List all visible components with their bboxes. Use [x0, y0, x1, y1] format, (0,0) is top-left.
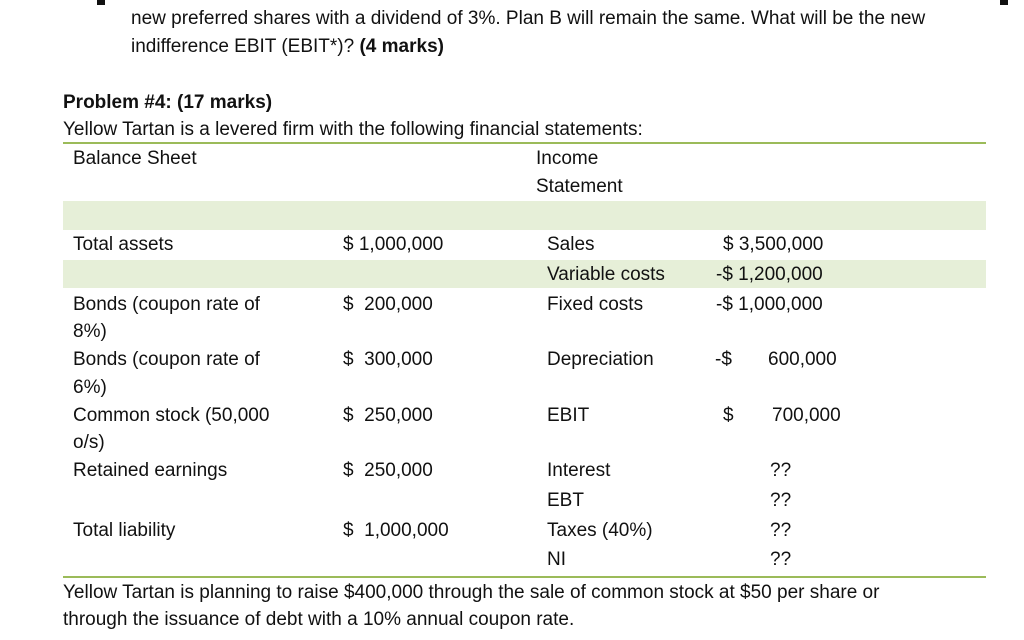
table-bottom-rule — [63, 576, 986, 578]
balance-label: Total assets — [73, 234, 174, 255]
income-value: $ 3,500,000 — [723, 234, 824, 255]
problem-title: Problem #4: (17 marks) — [63, 92, 273, 113]
income-label: Taxes (40%) — [547, 520, 653, 541]
balance-value: $ 300,000 — [343, 349, 433, 370]
income-statement-header-line-2: Statement — [536, 176, 623, 197]
balance-label: Retained earnings — [73, 460, 228, 481]
income-label: EBIT — [547, 405, 590, 426]
cropped-text-fragment — [97, 0, 105, 5]
income-label: Depreciation — [547, 349, 654, 370]
table-row-shading — [63, 260, 986, 288]
income-value-sign: -$ — [715, 349, 732, 370]
problem-description: Yellow Tartan is a levered firm with the following financial statements: — [63, 119, 643, 140]
question-line-2 — [131, 36, 444, 58]
balance-sheet-header: Balance Sheet — [73, 148, 197, 169]
table-top-rule — [63, 142, 986, 144]
income-value: 700,000 — [772, 405, 841, 426]
balance-label: Bonds (coupon rate of — [73, 294, 260, 315]
table-header-shading — [63, 201, 986, 230]
income-label: Variable costs — [547, 264, 665, 285]
income-label: EBT — [547, 490, 584, 511]
income-value: -$ 1,000,000 — [716, 294, 823, 315]
balance-label-cont: 6%) — [73, 377, 107, 398]
balance-value: $ 250,000 — [343, 460, 433, 481]
income-value: ?? — [770, 549, 792, 570]
question-marks: (4 marks) — [359, 36, 444, 57]
question-text: indifference EBIT (EBIT*)? — [131, 36, 355, 57]
balance-value: $ 200,000 — [343, 294, 433, 315]
income-value: ?? — [770, 520, 792, 541]
balance-label-cont: 8%) — [73, 321, 107, 342]
income-value: 600,000 — [768, 349, 837, 370]
balance-value: $ 1,000,000 — [343, 520, 449, 541]
balance-label: Bonds (coupon rate of — [73, 349, 260, 370]
income-label: Fixed costs — [547, 294, 644, 315]
income-value: ?? — [770, 460, 792, 481]
footer-line-2: through the issuance of debt with a 10% annual coupon rate. — [63, 609, 575, 630]
balance-value: $ 1,000,000 — [343, 234, 444, 255]
cropped-text-fragment — [1000, 0, 1008, 5]
balance-label-cont: o/s) — [73, 432, 105, 453]
balance-label: Common stock (50,000 — [73, 405, 270, 426]
income-label: Interest — [547, 460, 611, 481]
question-line-1: new preferred shares with a dividend of 3%. Plan B will remain the same. What will be the new — [131, 8, 926, 29]
footer-line-1: Yellow Tartan is planning to raise $400,000 through the sale of common stock at $50 per share or — [63, 582, 880, 603]
balance-value: $ 250,000 — [343, 405, 433, 426]
income-label: Sales — [547, 234, 595, 255]
income-value: ?? — [770, 490, 792, 511]
income-statement-header-line-1: Income — [536, 148, 599, 169]
balance-label: Total liability — [73, 520, 176, 541]
income-value-sign: $ — [723, 405, 734, 426]
income-value: -$ 1,200,000 — [716, 264, 823, 285]
income-label: NI — [547, 549, 566, 570]
